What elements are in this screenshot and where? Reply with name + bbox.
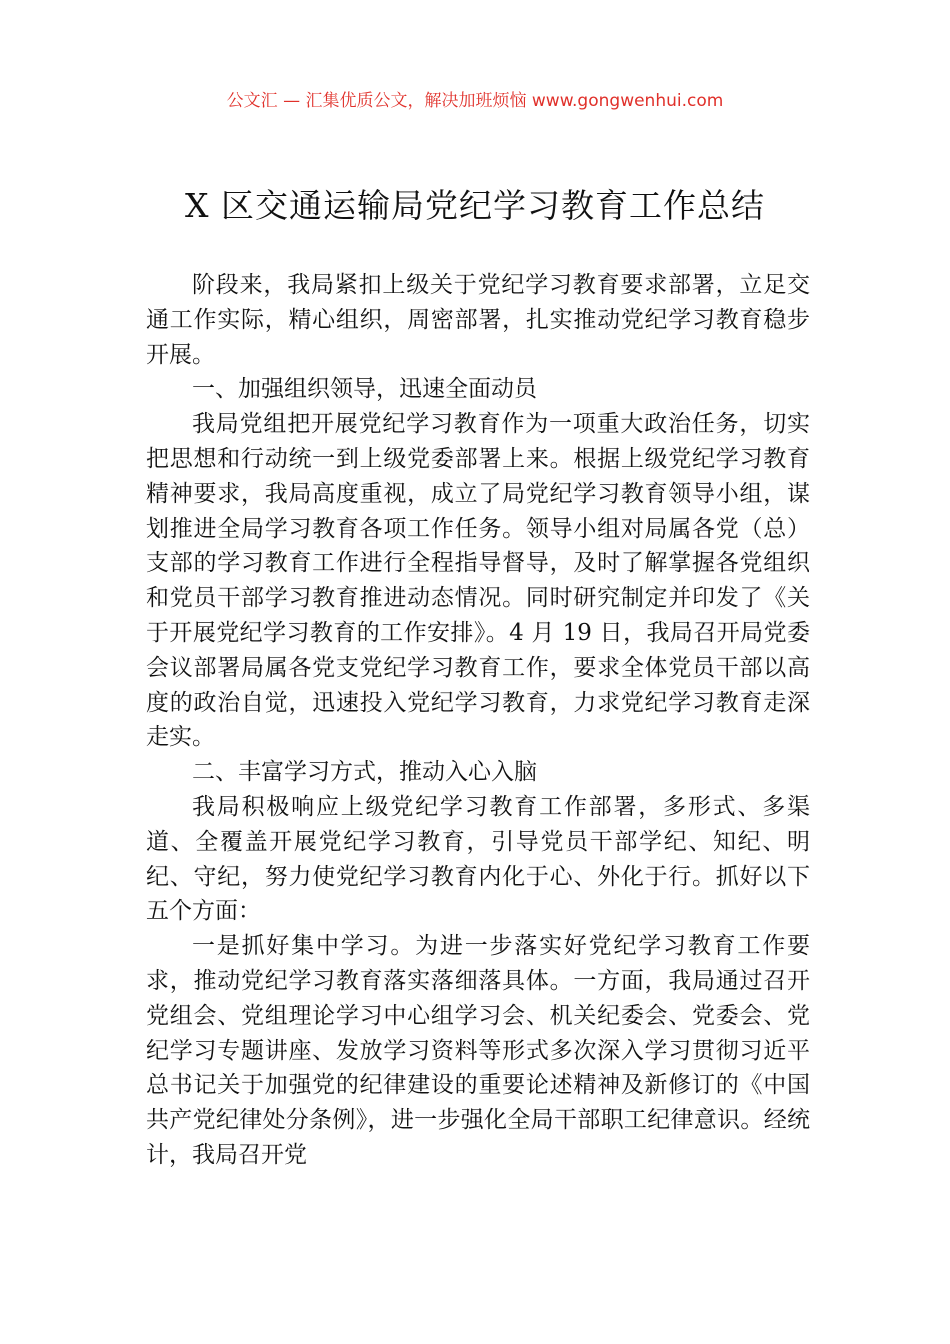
section-heading-2: 二、丰富学习方式，推动入心入脑 [192,759,537,786]
section-2-item-1-paragraph: 一是抓好集中学习。为进一步落实好党纪学习教育工作要求，推动党纪学习教育落实落细落具体。一方面，我局通过召开党组会、党组理论学习中心组学习会、机关纪委会、党委会、党纪学习专题讲座、发放学习资料等形式多次深入学习贯彻习近平总书记关于加强党的纪律建设的重要论述精神及新修订的《中国共产党纪律处分条例》，进一步强化全局干部职工纪律意识。经统计，我局召开党 [146,933,810,1168]
intro-paragraph: 阶段来，我局紧扣上级关于党纪学习教育要求部署，立足交通工作实际，精心组织，周密部署，扎实推动党纪学习教育稳步开展。 [146,272,810,368]
section-1-paragraph: 我局党组把开展党纪学习教育作为一项重大政治任务，切实把思想和行动统一到上级党委部署上来。根据上级党纪学习教育精神要求，我局高度重视，成立了局党纪学习教育领导小组，谋划推进全局学习教育各项工作任务。领导小组对局属各党（总）支部的学习教育工作进行全程指导督导，及时了解掌握各党组织和党员干部学习教育推进动态情况。同时研究制定并印发了《关于开展党纪学习教育的工作安排》。4 月 19 日，我局召开局党委会议部署局属各党支党纪学习教育工作，要求全体党员干部以高度的政治自觉，迅速投入党纪学习教育，力求党纪学习教育走深走实。 [146,411,810,751]
section-2-paragraph: 我局积极响应上级党纪学习教育工作部署，多形式、多渠道、全覆盖开展党纪学习教育，引导党员干部学纪、知纪、明纪、守纪，努力使党纪学习教育内化于心、外化于行。抓好以下五个方面： [146,793,810,925]
document-body [146,268,810,1173]
site-banner: 公文汇 — 汇集优质公文，解决加班烦恼 www.gongwenhui.com [226,91,724,111]
document-title: X 区交通运输局党纪学习教育工作总结 [185,186,765,225]
section-heading-1: 一、加强组织领导，迅速全面动员 [192,376,537,403]
